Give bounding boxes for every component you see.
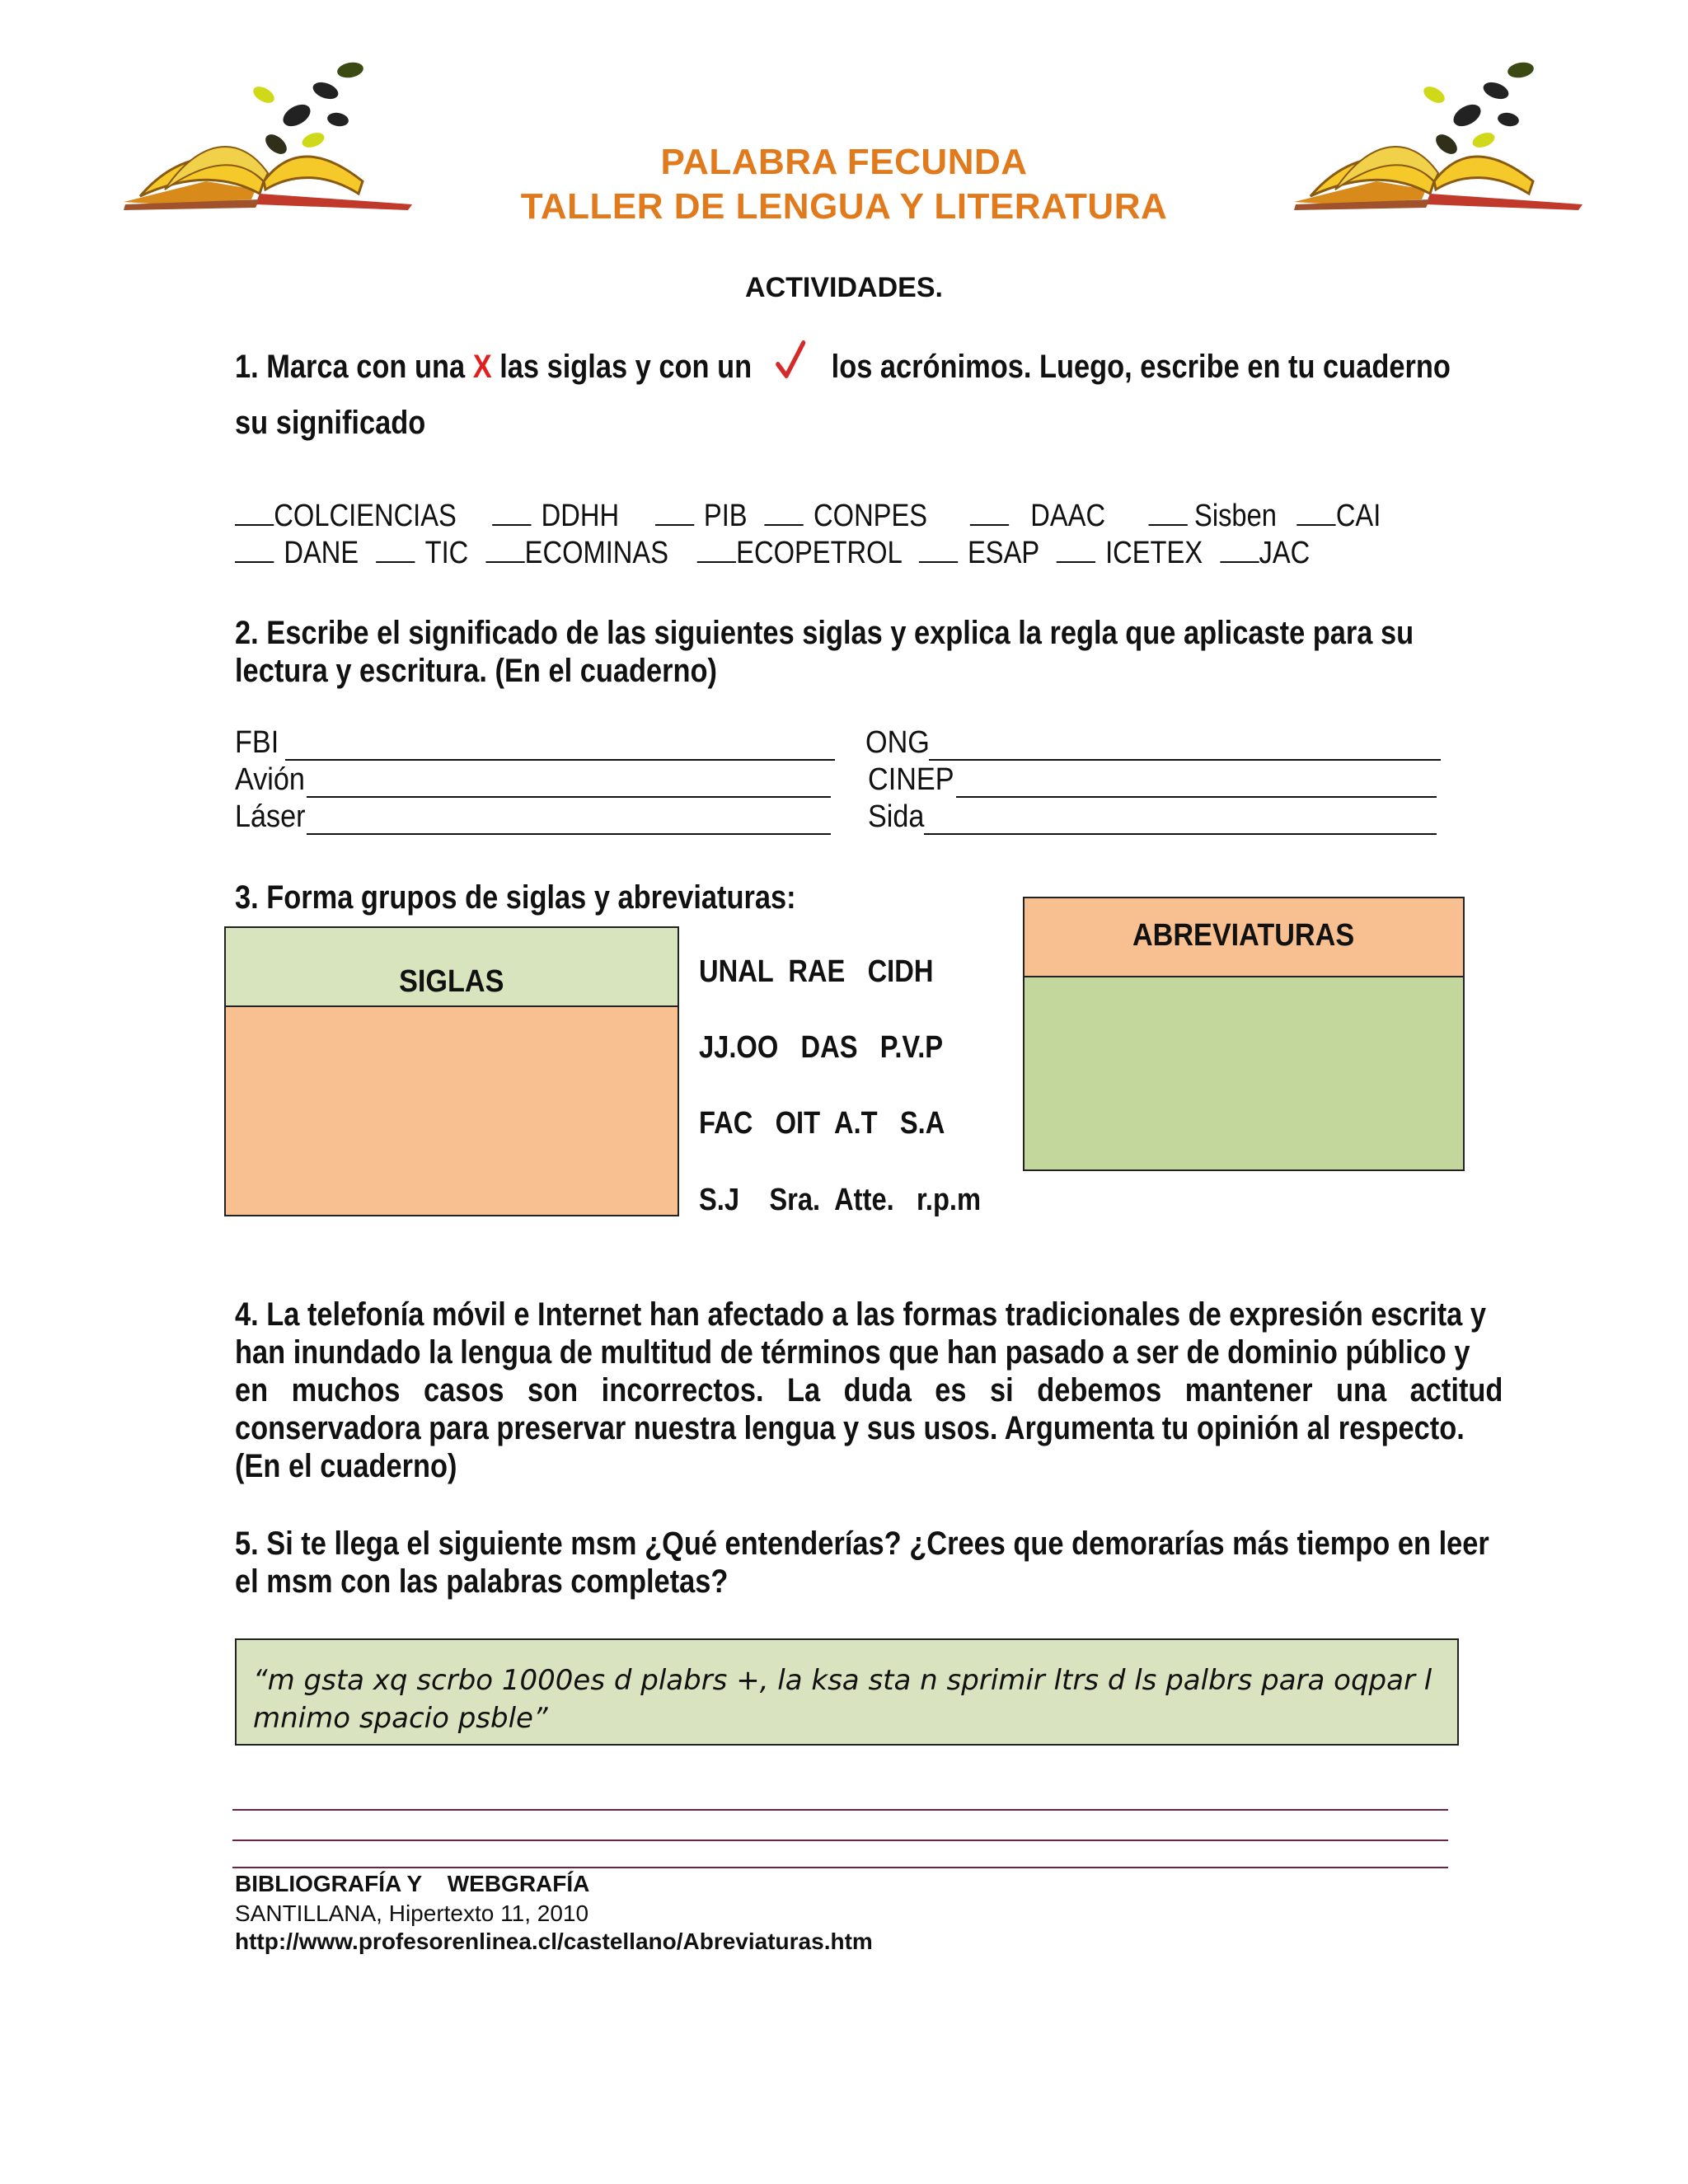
word-row-1: UNAL RAE CIDH: [699, 954, 934, 989]
page-subtitle: TALLER DE LENGUA Y LITERATURA: [520, 186, 1168, 227]
question-4-line-2: han inundado la lengua de multitud de términos que han pasado a ser de dominio público y: [235, 1334, 1470, 1371]
siglas-header: SIGLAS: [226, 928, 678, 1007]
bibliography-url-link[interactable]: http://www.profesorenlinea.cl/castellano/Abreviaturas.htm: [235, 1929, 873, 1954]
sigla-item: ECOMINAS: [524, 536, 668, 570]
answer-line[interactable]: [232, 1867, 1448, 1868]
abreviaturas-header: ABREVIATURAS: [1025, 898, 1463, 977]
question-4-line-3: en muchos casos son incorrectos. La duda es si debemos mantener una actitud: [235, 1372, 1503, 1408]
sigla-item: TIC: [424, 536, 469, 570]
sigla-item: COLCIENCIAS: [274, 499, 457, 533]
answer-line[interactable]: [232, 1809, 1448, 1811]
sms-line-1: “m gsta xq scrbo 1000es d plabrs +, la ksa sta n sprimir ltrs d ls palbrs para oqpar l: [253, 1664, 1432, 1697]
siglas-row-2: [235, 536, 1485, 571]
field-sida[interactable]: Sida: [868, 799, 1437, 835]
q1-text-part3: los acrónimos. Luego, escribe en tu cuaderno: [831, 349, 1451, 385]
siglas-box[interactable]: [224, 926, 679, 1216]
sigla-item: ICETEX: [1105, 536, 1203, 570]
question-3: 3. Forma grupos de siglas y abreviaturas:: [235, 879, 796, 916]
q1-line2: su significado: [235, 405, 426, 441]
bibliography-source: SANTILLANA, Hipertexto 11, 2010: [235, 1900, 589, 1926]
sigla-item: DAAC: [1030, 499, 1106, 533]
word-row-4: S.J Sra. Atte. r.p.m: [699, 1183, 982, 1217]
sigla-item: Sisben: [1194, 499, 1277, 533]
sigla-item: DANE: [284, 536, 359, 570]
field-avion[interactable]: Avión: [235, 762, 831, 798]
word-row-2: JJ.OO DAS P.V.P: [699, 1030, 944, 1065]
sigla-item: ESAP: [968, 536, 1039, 570]
abreviaturas-box[interactable]: [1023, 897, 1465, 1171]
activities-heading: ACTIVIDADES.: [745, 272, 943, 303]
question-4-line-4: conservadora para preservar nuestra lengua y sus usos. Argumenta tu opinión al respecto.: [235, 1410, 1465, 1446]
question-4-line-1: 4. La telefonía móvil e Internet han afectado a las formas tradicionales de expresión escrita y: [235, 1296, 1486, 1333]
question-5-line2: el msm con las palabras completas?: [235, 1563, 729, 1600]
bibliography-heading: BIBLIOGRAFÍA Y WEBGRAFÍA: [235, 1871, 590, 1896]
q1-text-part2: las siglas y con un: [499, 349, 753, 385]
question-4-line-5: (En el cuaderno): [235, 1448, 457, 1484]
question-5: 5. Si te llega el siguiente msm ¿Qué entenderías? ¿Crees que demorarías más tiempo en leer: [235, 1526, 1489, 1562]
word-row-3: FAC OIT A.T S.A: [699, 1106, 945, 1141]
question-2: 2. Escribe el significado de las siguientes siglas y explica la regla que aplicaste para su: [235, 615, 1414, 651]
answer-line[interactable]: [232, 1840, 1448, 1841]
sigla-item: DDHH: [541, 499, 620, 533]
sigla-item: PIB: [703, 499, 748, 533]
sms-message-box: [235, 1638, 1459, 1746]
sigla-item: ECOPETROL: [736, 536, 902, 570]
x-mark: X: [472, 349, 492, 385]
question-1: [235, 348, 1455, 386]
sigla-item: CONPES: [814, 499, 928, 533]
siglas-row-1: [235, 499, 1568, 534]
field-cinep[interactable]: CINEP: [868, 762, 1437, 798]
sigla-item: CAI: [1335, 499, 1381, 533]
field-laser[interactable]: Láser: [235, 799, 831, 835]
q1-text-part1: 1. Marca con una: [235, 349, 466, 385]
page-title: PALABRA FECUNDA: [660, 142, 1028, 182]
sms-line-2: mnimo spacio psble”: [253, 1702, 548, 1735]
field-fbi[interactable]: FBI: [235, 725, 835, 761]
question-2-line2: lectura y escritura. (En el cuaderno): [235, 653, 718, 689]
field-ong[interactable]: ONG: [865, 725, 1441, 761]
sigla-item: JAC: [1259, 536, 1311, 570]
